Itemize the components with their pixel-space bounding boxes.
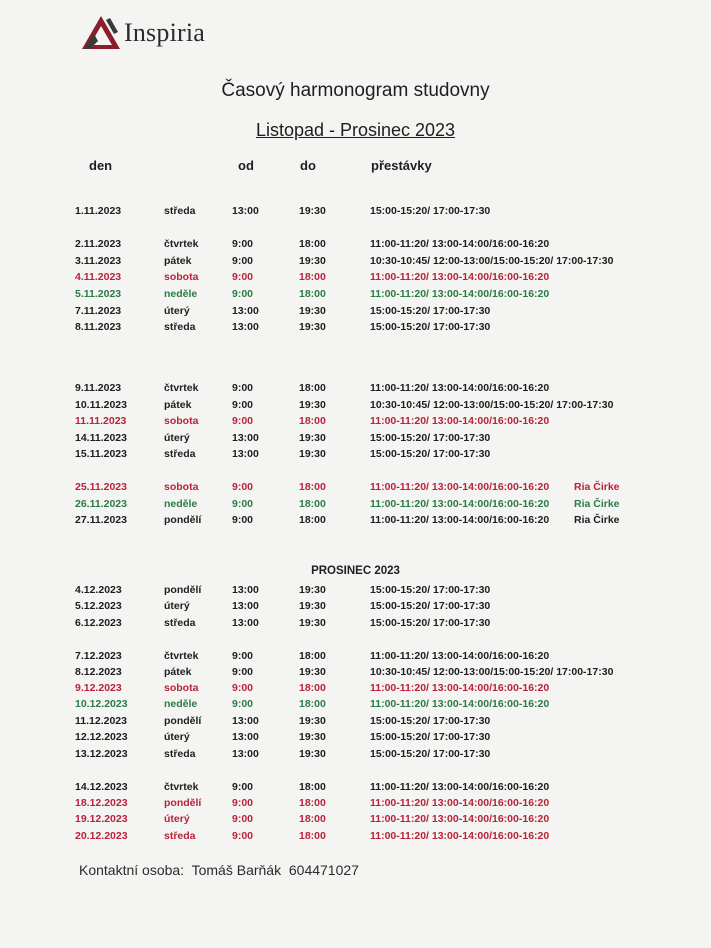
- row-to: 18:00: [299, 288, 326, 300]
- row-breaks: 15:00-15:20/ 17:00-17:30: [370, 600, 491, 612]
- december-section-title: PROSINEC 2023: [311, 565, 400, 577]
- row-date: 12.12.2023: [75, 731, 128, 743]
- row-to: 19:30: [299, 748, 326, 760]
- row-from: 9:00: [232, 781, 254, 793]
- contact-name: Tomáš Barňák: [191, 862, 282, 878]
- row-to: 19:30: [299, 584, 326, 596]
- row-breaks: 15:00-15:20/ 17:00-17:30: [370, 448, 491, 460]
- row-date: 14.12.2023: [75, 781, 128, 793]
- schedule-row: [0, 715, 711, 731]
- row-from: 9:00: [232, 498, 254, 510]
- schedule-row: [0, 781, 711, 797]
- row-weekday: středa: [164, 321, 196, 333]
- row-date: 14.11.2023: [75, 432, 127, 444]
- row-from: 9:00: [232, 830, 254, 842]
- row-breaks: 15:00-15:20/ 17:00-17:30: [370, 321, 491, 333]
- row-from: 9:00: [232, 514, 254, 526]
- row-from: 13:00: [232, 748, 259, 760]
- row-date: 3.11.2023: [75, 255, 122, 267]
- row-weekday: středa: [164, 205, 196, 217]
- row-to: 19:30: [299, 715, 326, 727]
- row-weekday: pátek: [164, 255, 192, 267]
- row-from: 9:00: [232, 382, 254, 394]
- row-date: 15.11.2023: [75, 448, 127, 460]
- row-from: 9:00: [232, 255, 254, 267]
- row-from: 13:00: [232, 448, 259, 460]
- row-to: 19:30: [299, 666, 326, 678]
- row-weekday: pátek: [164, 666, 192, 678]
- row-date: 20.12.2023: [75, 830, 128, 842]
- header-breaks: přestávky: [371, 158, 432, 173]
- row-date: 6.12.2023: [75, 617, 122, 629]
- row-to: 18:00: [299, 514, 326, 526]
- row-weekday: pondělí: [164, 797, 202, 809]
- row-breaks: 11:00-11:20/ 13:00-14:00/16:00-16:20: [370, 271, 550, 283]
- row-from: 13:00: [232, 205, 259, 217]
- row-date: 26.11.2023: [75, 498, 127, 510]
- row-date: 25.11.2023: [75, 481, 127, 493]
- row-weekday: úterý: [164, 731, 190, 743]
- row-weekday: neděle: [164, 698, 198, 710]
- schedule-row: [0, 748, 711, 764]
- row-date: 18.12.2023: [75, 797, 128, 809]
- row-note: Ria Čirke: [574, 514, 620, 526]
- row-breaks: 11:00-11:20/ 13:00-14:00/16:00-16:20: [370, 830, 550, 842]
- row-to: 18:00: [299, 650, 326, 662]
- header-to: do: [300, 158, 316, 173]
- row-from: 13:00: [232, 600, 259, 612]
- row-breaks: 11:00-11:20/ 13:00-14:00/16:00-16:20: [370, 813, 550, 825]
- row-date: 8.12.2023: [75, 666, 122, 678]
- header-day: den: [89, 158, 113, 173]
- row-to: 19:30: [299, 321, 326, 333]
- row-date: 27.11.2023: [75, 514, 127, 526]
- row-breaks: 10:30-10:45/ 12:00-13:00/15:00-15:20/ 17:00-17:30: [370, 255, 614, 267]
- row-breaks: 11:00-11:20/ 13:00-14:00/16:00-16:20: [370, 382, 550, 394]
- row-date: 9.11.2023: [75, 382, 122, 394]
- row-date: 9.12.2023: [75, 682, 122, 694]
- row-breaks: 11:00-11:20/ 13:00-14:00/16:00-16:20: [370, 498, 550, 510]
- row-breaks: 15:00-15:20/ 17:00-17:30: [370, 617, 491, 629]
- row-to: 19:30: [299, 305, 326, 317]
- schedule-row: [0, 797, 711, 813]
- row-from: 13:00: [232, 584, 259, 596]
- row-date: 7.11.2023: [75, 305, 122, 317]
- schedule-row: [0, 305, 711, 321]
- row-date: 4.12.2023: [75, 584, 122, 596]
- row-from: 9:00: [232, 650, 254, 662]
- header-from: od: [238, 158, 254, 173]
- page-title: Časový harmonogram studovny: [221, 80, 490, 101]
- row-to: 18:00: [299, 382, 326, 394]
- schedule-row: [0, 382, 711, 398]
- row-to: 19:30: [299, 600, 326, 612]
- row-date: 8.11.2023: [75, 321, 122, 333]
- row-date: 5.12.2023: [75, 600, 122, 612]
- schedule-row: [0, 238, 711, 254]
- row-weekday: pondělí: [164, 584, 202, 596]
- contact-label: Kontaktní osoba:: [79, 862, 185, 878]
- row-to: 19:30: [299, 617, 326, 629]
- row-from: 13:00: [232, 432, 259, 444]
- schedule-row: [0, 288, 711, 304]
- row-weekday: sobota: [164, 481, 199, 493]
- row-from: 9:00: [232, 288, 254, 300]
- row-date: 1.11.2023: [75, 205, 122, 217]
- schedule-row: [0, 731, 711, 747]
- row-date: 10.12.2023: [75, 698, 128, 710]
- row-from: 13:00: [232, 715, 259, 727]
- row-to: 18:00: [299, 682, 326, 694]
- row-breaks: 15:00-15:20/ 17:00-17:30: [370, 715, 491, 727]
- row-weekday: pátek: [164, 399, 192, 411]
- schedule-row: [0, 650, 711, 666]
- row-weekday: středa: [164, 448, 196, 460]
- row-to: 18:00: [299, 830, 326, 842]
- row-breaks: 11:00-11:20/ 13:00-14:00/16:00-16:20: [370, 514, 550, 526]
- schedule-row: [0, 584, 711, 600]
- row-breaks: 11:00-11:20/ 13:00-14:00/16:00-16:20: [370, 682, 550, 694]
- row-breaks: 11:00-11:20/ 13:00-14:00/16:00-16:20: [370, 415, 550, 427]
- schedule-row: [0, 415, 711, 431]
- row-from: 13:00: [232, 305, 259, 317]
- row-weekday: úterý: [164, 813, 190, 825]
- row-weekday: neděle: [164, 288, 198, 300]
- contact-phone: 604471027: [288, 862, 359, 878]
- row-date: 5.11.2023: [75, 288, 122, 300]
- row-weekday: středa: [164, 748, 196, 760]
- row-to: 19:30: [299, 432, 326, 444]
- row-date: 7.12.2023: [75, 650, 122, 662]
- schedule-row: [0, 682, 711, 698]
- row-breaks: 15:00-15:20/ 17:00-17:30: [370, 305, 491, 317]
- row-from: 9:00: [232, 238, 254, 250]
- row-from: 9:00: [232, 399, 254, 411]
- row-to: 18:00: [299, 415, 326, 427]
- row-note: Ria Čirke: [574, 481, 620, 493]
- row-from: 13:00: [232, 731, 259, 743]
- row-breaks: 11:00-11:20/ 13:00-14:00/16:00-16:20: [370, 698, 550, 710]
- row-from: 9:00: [232, 797, 254, 809]
- row-from: 9:00: [232, 666, 254, 678]
- schedule-row: [0, 514, 711, 530]
- row-weekday: sobota: [164, 271, 199, 283]
- row-weekday: středa: [164, 830, 196, 842]
- row-weekday: sobota: [164, 415, 199, 427]
- row-breaks: 11:00-11:20/ 13:00-14:00/16:00-16:20: [370, 650, 550, 662]
- row-breaks: 15:00-15:20/ 17:00-17:30: [370, 748, 491, 760]
- row-weekday: čtvrtek: [164, 382, 199, 394]
- row-from: 9:00: [232, 698, 254, 710]
- row-date: 13.12.2023: [75, 748, 128, 760]
- row-to: 19:30: [299, 399, 326, 411]
- row-date: 11.12.2023: [75, 715, 127, 727]
- schedule-row: [0, 432, 711, 448]
- schedule-row: [0, 399, 711, 415]
- row-weekday: pondělí: [164, 715, 202, 727]
- row-from: 9:00: [232, 415, 254, 427]
- row-breaks: 15:00-15:20/ 17:00-17:30: [370, 432, 491, 444]
- row-from: 13:00: [232, 617, 259, 629]
- row-date: 11.11.2023: [75, 415, 127, 427]
- row-to: 19:30: [299, 255, 326, 267]
- schedule-row: [0, 498, 711, 514]
- row-date: 4.11.2023: [75, 271, 122, 283]
- row-breaks: 11:00-11:20/ 13:00-14:00/16:00-16:20: [370, 288, 550, 300]
- row-from: 9:00: [232, 813, 254, 825]
- row-to: 18:00: [299, 797, 326, 809]
- schedule-row: [0, 600, 711, 616]
- row-weekday: čtvrtek: [164, 781, 199, 793]
- schedule-row: [0, 255, 711, 271]
- row-weekday: středa: [164, 617, 196, 629]
- schedule-row: [0, 271, 711, 287]
- inspiria-logo: [80, 14, 205, 52]
- row-weekday: sobota: [164, 682, 199, 694]
- row-to: 18:00: [299, 481, 326, 493]
- contact-info: [79, 862, 359, 878]
- row-to: 18:00: [299, 781, 326, 793]
- row-weekday: úterý: [164, 600, 190, 612]
- row-breaks: 15:00-15:20/ 17:00-17:30: [370, 205, 491, 217]
- schedule-row: [0, 830, 711, 846]
- row-breaks: 10:30-10:45/ 12:00-13:00/15:00-15:20/ 17:00-17:30: [370, 666, 614, 678]
- row-weekday: pondělí: [164, 514, 202, 526]
- row-date: 19.12.2023: [75, 813, 128, 825]
- row-to: 19:30: [299, 205, 326, 217]
- row-date: 10.11.2023: [75, 399, 127, 411]
- row-breaks: 10:30-10:45/ 12:00-13:00/15:00-15:20/ 17:00-17:30: [370, 399, 614, 411]
- inspiria-logo-icon: [80, 14, 122, 52]
- row-weekday: čtvrtek: [164, 650, 199, 662]
- row-breaks: 15:00-15:20/ 17:00-17:30: [370, 584, 491, 596]
- schedule-row: [0, 321, 711, 337]
- row-to: 19:30: [299, 448, 326, 460]
- row-date: 2.11.2023: [75, 238, 122, 250]
- row-to: 18:00: [299, 498, 326, 510]
- row-to: 18:00: [299, 698, 326, 710]
- row-note: Ria Čirke: [574, 498, 620, 510]
- row-breaks: 11:00-11:20/ 13:00-14:00/16:00-16:20: [370, 481, 550, 493]
- row-from: 9:00: [232, 271, 254, 283]
- row-to: 19:30: [299, 731, 326, 743]
- schedule-row: [0, 813, 711, 829]
- row-to: 18:00: [299, 238, 326, 250]
- row-weekday: čtvrtek: [164, 238, 199, 250]
- schedule-row: [0, 481, 711, 497]
- schedule-row: [0, 448, 711, 464]
- row-breaks: 11:00-11:20/ 13:00-14:00/16:00-16:20: [370, 797, 550, 809]
- row-to: 18:00: [299, 813, 326, 825]
- schedule-row: [0, 666, 711, 682]
- row-from: 13:00: [232, 321, 259, 333]
- row-to: 18:00: [299, 271, 326, 283]
- schedule-row: [0, 617, 711, 633]
- row-breaks: 11:00-11:20/ 13:00-14:00/16:00-16:20: [370, 238, 550, 250]
- row-weekday: úterý: [164, 432, 190, 444]
- brand-name: Inspiria: [124, 18, 206, 47]
- row-breaks: 15:00-15:20/ 17:00-17:30: [370, 731, 491, 743]
- row-weekday: úterý: [164, 305, 190, 317]
- page-subtitle: Listopad - Prosinec 2023: [255, 120, 456, 140]
- row-breaks: 11:00-11:20/ 13:00-14:00/16:00-16:20: [370, 781, 550, 793]
- row-from: 9:00: [232, 682, 254, 694]
- row-weekday: neděle: [164, 498, 198, 510]
- schedule-row: [0, 698, 711, 714]
- schedule-row: [0, 205, 711, 221]
- row-from: 9:00: [232, 481, 254, 493]
